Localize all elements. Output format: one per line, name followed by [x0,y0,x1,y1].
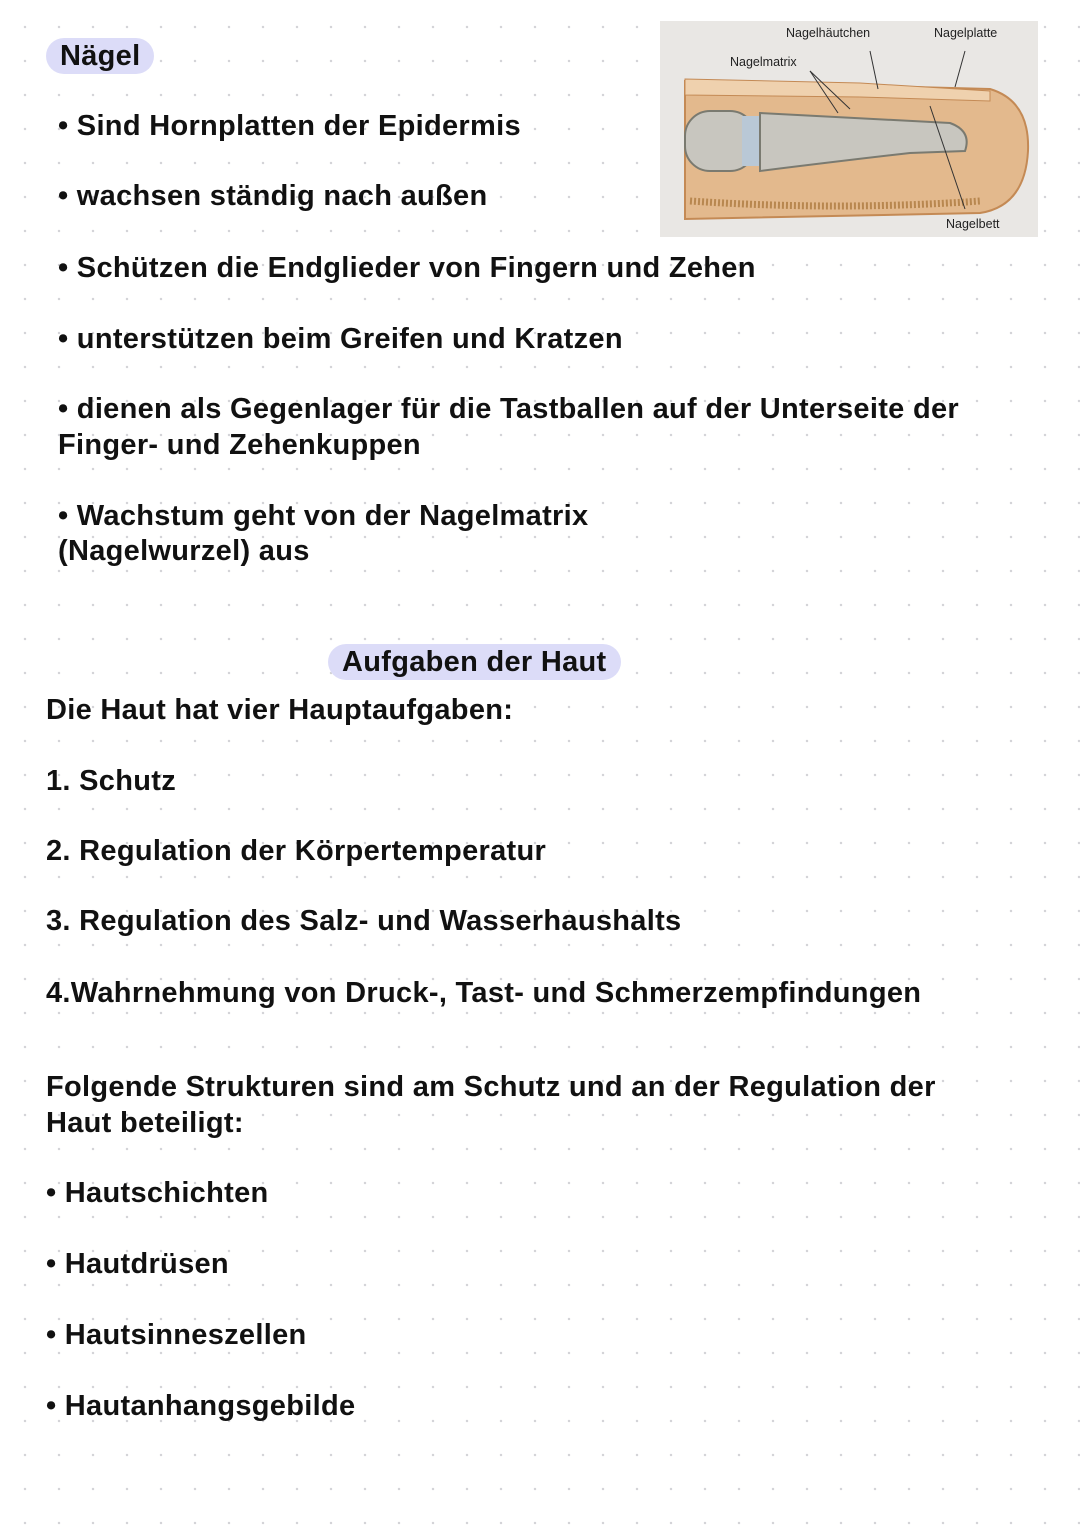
finger-diagram [660,21,1038,237]
task-item: 3. Regulation des Salz- und Wasserhaushalts [46,905,682,937]
nails-bullet-cont: Finger- und Zehenkuppen [58,429,421,461]
nails-heading: Nägel [46,38,154,74]
nails-bullet: • Schützen die Endglieder von Fingern und Zehen [58,252,756,284]
structures-intro-cont: Haut beteiligt: [46,1107,244,1139]
label-nail-plate: Nagelplatte [934,26,998,40]
nails-bullet: • Sind Hornplatten der Epidermis [58,110,521,142]
structure-item: • Hautdrüsen [46,1248,229,1280]
task-item: 4.Wahrnehmung von Druck-, Tast- und Schmerzempfindungen [46,977,922,1009]
label-cuticle: Nagelhäutchen [786,26,871,40]
structures-intro: Folgende Strukturen sind am Schutz und an der Regulation der [46,1071,936,1103]
structure-item: • Hautanhangsgebilde [46,1390,356,1422]
label-nail-matrix: Nagelmatrix [730,55,797,69]
nails-bullet: • Wachstum geht von der Nagelmatrix [58,500,589,532]
nails-bullet: • wachsen ständig nach außen [58,180,488,212]
task-item: 2. Regulation der Körpertemperatur [46,835,547,867]
nails-bullet-cont: (Nagelwurzel) aus [58,535,310,567]
nails-bullet: • dienen als Gegenlager für die Tastballen auf der Unterseite der [58,393,959,425]
nails-bullet: • unterstützen beim Greifen und Kratzen [58,323,623,355]
tasks-heading: Aufgaben der Haut [328,644,621,680]
tasks-intro: Die Haut hat vier Hauptaufgaben: [46,694,514,726]
label-nail-bed: Nagelbett [946,217,1000,231]
nail-anatomy-figure [660,21,1038,237]
task-item: 1. Schutz [46,765,176,797]
structure-item: • Hautschichten [46,1177,269,1209]
structure-item: • Hautsinneszellen [46,1319,307,1351]
